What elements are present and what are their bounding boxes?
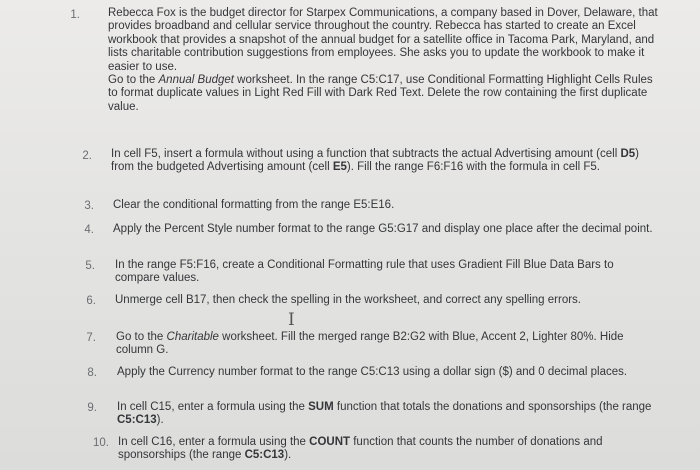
step-number: 1. <box>70 9 80 21</box>
instruction-paragraph: Go to the Annual Budget worksheet. In the range C5:C17, use Conditional Formatting Highlight Cells Rules to format duplicate values in Light Red Fill with Dark Red Text. Delete the row containing the first duplicate value. <box>108 74 653 113</box>
cell-range: C5:C13 <box>117 414 157 427</box>
cell-range: C5:C13 <box>244 449 285 462</box>
step-text: Go to the Charitable worksheet. Fill the merged range B2:G2 with Blue, Accent 2, Lighter 80%. Hide column G. <box>116 331 624 357</box>
worksheet-name: Charitable <box>166 331 219 343</box>
worksheet-name: Annual Budget <box>158 74 234 87</box>
cell-ref: D5 <box>620 148 636 160</box>
step-text: In cell F5, insert a formula without using a function that subtracts the actual Advertising amount (cell D5) from the budgeted Advertising amount (cell E5). Fill the range F6:F16 with the formula in cell F5. <box>111 148 640 174</box>
step-number: 2. <box>82 150 92 162</box>
step-number: 9. <box>87 402 97 414</box>
step-number: 4. <box>84 224 94 236</box>
cell-ref: E5 <box>332 161 347 174</box>
step-text <box>108 7 660 114</box>
text-cursor-icon: I <box>288 310 295 330</box>
step-text: Apply the Percent Style number format to the range G5:G17 and display one place after the decimal point. <box>113 223 653 235</box>
step-number: 5. <box>85 260 95 272</box>
step-text: Unmerge cell B17, then check the spelling in the worksheet, and correct any spelling errors. <box>115 294 581 306</box>
step-number: 7. <box>86 332 96 344</box>
step-text: In cell C15, enter a formula using the SUM function that totals the donations and sponsorships (the range C5:C13). <box>117 401 652 427</box>
step-text: In the range F5:F16, create a Conditional Formatting rule that uses Gradient Fill Blue Data Bars to compare values. <box>115 259 614 285</box>
scenario-paragraph: Rebecca Fox is the budget director for Starpex Communications, a company based in Dover, Delaware, that provides broadband and cellular service throughout the country. Rebecca has started to create an Excel workbook that provides a snapshot of the annual budget for a satellite office in Tacoma Park, Maryland, and lists charitable contribution suggestions from employees. She asks you to update the workbook to make it easier to use. <box>108 7 658 73</box>
function-name: SUM <box>308 401 334 413</box>
step-text: Clear the conditional formatting from the range E5:E16. <box>113 199 395 211</box>
step-number: 10. <box>93 437 109 449</box>
function-name: COUNT <box>309 436 351 448</box>
step-number: 3. <box>84 200 94 212</box>
step-number: 6. <box>86 295 96 307</box>
step-text: Apply the Currency number format to the range C5:C13 using a dollar sign ($) and 0 decimal places. <box>117 366 628 378</box>
step-number: 8. <box>87 367 97 379</box>
step-text: In cell C16, enter a formula using the COUNT function that counts the number of donations and sponsorships (the range C5:C13). <box>118 436 603 462</box>
